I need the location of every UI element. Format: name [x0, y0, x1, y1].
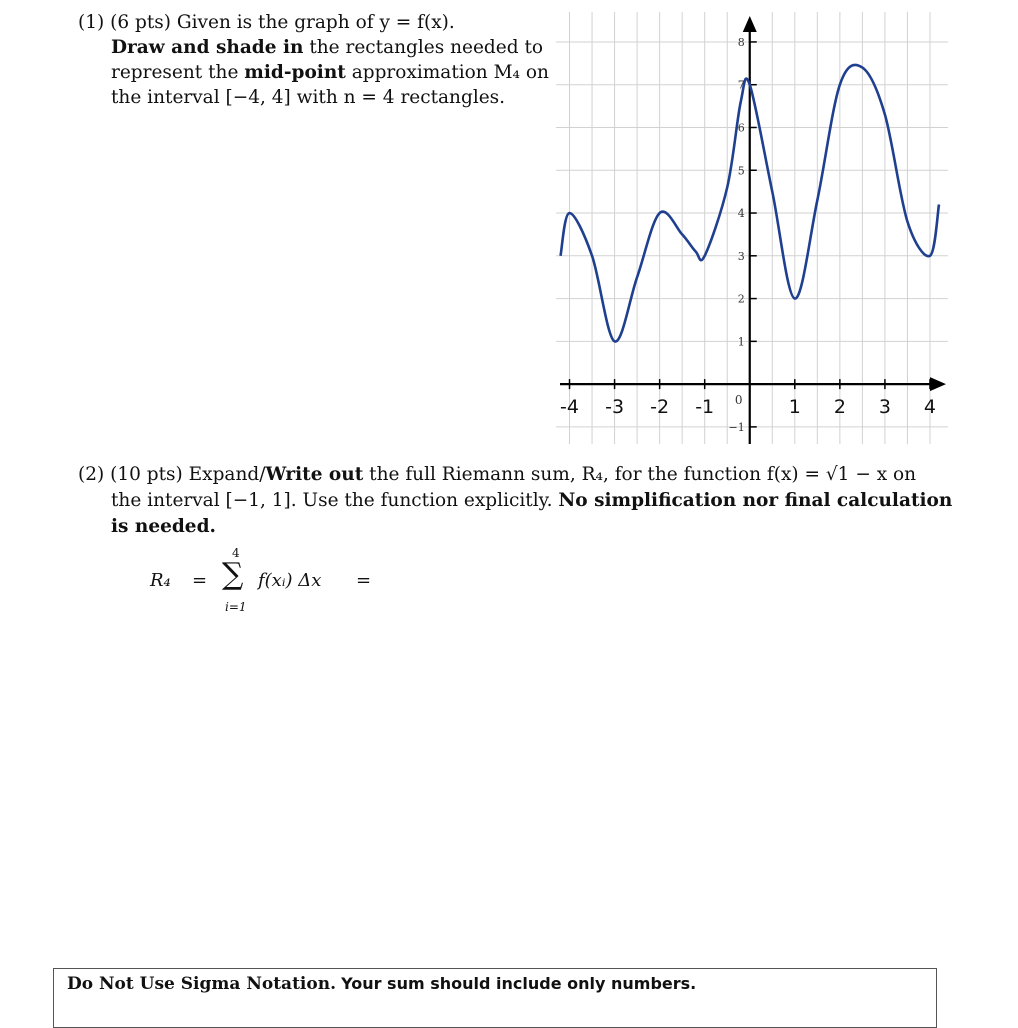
y-tick-label: 6	[737, 121, 745, 135]
question-1-line-2	[78, 35, 558, 60]
question-1-text-3a: represent the	[111, 62, 239, 83]
x-tick-label: -3	[605, 396, 625, 419]
question-2-text-2: the interval [−1, 1]. Use the function explicitly.	[111, 490, 553, 511]
x-tick-label: 4	[923, 396, 937, 419]
question-1-emphasis-midpoint: mid-point	[244, 62, 346, 83]
question-1-emphasis-draw: Draw and shade in	[111, 37, 304, 58]
question-1	[78, 10, 558, 110]
formula-upper-limit: 4	[232, 546, 240, 560]
x-axis-arrow	[930, 377, 946, 391]
x-tick-label: -4	[560, 396, 579, 419]
function-graph[interactable]	[556, 12, 948, 444]
riemann-sum-formula	[150, 546, 390, 622]
y-tick-label: 1	[737, 335, 745, 349]
x-tick-label: -2	[650, 396, 670, 419]
question-1-line-1	[78, 10, 558, 35]
y-tick-label: −1	[728, 420, 745, 434]
question-2-text-1a: Expand/	[188, 464, 266, 485]
formula-summand: f(xᵢ) Δx	[258, 570, 322, 591]
x-tick-label: -1	[695, 396, 715, 419]
y-tick-label: 8	[737, 35, 745, 49]
question-1-number: (1)	[78, 12, 105, 33]
y-tick-label: 2	[737, 292, 745, 306]
y-tick-label: 7	[737, 78, 745, 92]
formula-lhs: R₄	[150, 570, 171, 591]
note-no-sigma: Do Not Use Sigma Notation.	[67, 974, 336, 994]
x-tick-label: 2	[833, 396, 846, 419]
formula-equals: =	[192, 570, 208, 591]
question-1-text-2: the rectangles needed to	[309, 37, 544, 58]
note-only-numbers: Your sum should include only numbers.	[341, 974, 697, 993]
formula-equals-answer: =	[356, 570, 372, 591]
formula-lower-limit: i=1	[225, 600, 247, 614]
question-1-points: (6 pts)	[110, 12, 171, 33]
y-axis-arrow	[743, 16, 757, 32]
question-2	[78, 462, 958, 540]
question-2-points: (10 pts)	[110, 464, 183, 485]
question-1-text-3b: approximation M₄ on	[351, 62, 549, 83]
question-2-emphasis-write: Write out	[265, 464, 364, 485]
instruction-note	[53, 968, 937, 1028]
y-tick-label: 5	[737, 164, 745, 178]
question-2-emphasis-no-simplification: No simplification nor final calculation	[558, 490, 953, 511]
question-2-line-2	[78, 488, 958, 514]
question-1-prompt: Given is the graph of y = f(x).	[176, 12, 455, 33]
question-2-text-1b: the full Riemann sum, R₄, for the function f(x) = √1 − x on	[369, 464, 917, 485]
question-2-line-3	[78, 514, 958, 540]
y-tick-label: 4	[737, 207, 745, 221]
question-2-emphasis-needed: is needed.	[111, 516, 216, 537]
formula-sigma: ∑	[222, 557, 244, 592]
x-tick-label: 1	[788, 396, 801, 419]
question-2-line-1	[78, 462, 958, 488]
question-2-number: (2)	[78, 464, 105, 485]
y-tick-label: 3	[737, 249, 745, 263]
question-1-text-4: the interval [−4, 4] with n = 4 rectangles.	[111, 87, 506, 108]
origin-label: 0	[734, 393, 743, 408]
x-tick-label: 3	[878, 396, 891, 419]
question-1-line-3	[78, 60, 558, 85]
question-1-line-4	[78, 85, 558, 110]
